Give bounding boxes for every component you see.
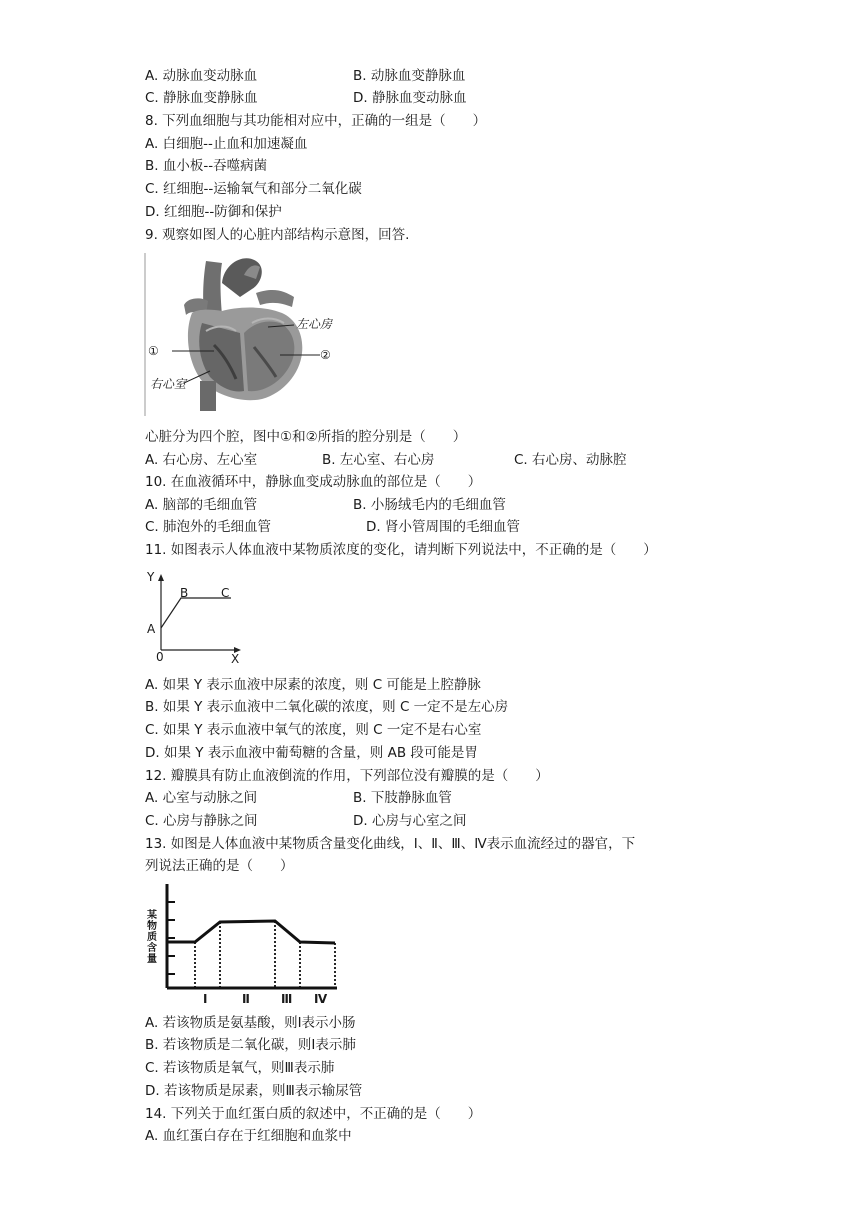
- q13-option-a: A. 若该物质是氨基酸，则Ⅰ表示小肠: [145, 1015, 356, 1031]
- q7-option-c: C. 静脉血变静脉血: [145, 90, 258, 106]
- organ-label-4: Ⅳ: [314, 992, 328, 1006]
- q14-option-a: A. 血红蛋白存在于红细胞和血浆中: [145, 1128, 352, 1144]
- q12-option-c: C. 心房与静脉之间: [145, 813, 258, 829]
- q9-option-c: C. 右心房、动脉腔: [514, 452, 627, 468]
- organ-label-3: Ⅲ: [281, 992, 293, 1006]
- graph-ylabel-5: 量: [147, 954, 157, 965]
- graph-point-b: B: [180, 586, 189, 600]
- graph-ylabel-4: 含: [147, 943, 157, 954]
- heart-diagram: [144, 253, 344, 416]
- q8-option-a: A. 白细胞--止血和加速凝血: [145, 136, 308, 152]
- q10-option-d: D. 肾小管周围的毛细血管: [366, 519, 520, 535]
- substance-graph: [145, 880, 345, 1005]
- q9-option-a: A. 右心房、左心室: [145, 452, 258, 468]
- graph-point-a: A: [147, 622, 156, 636]
- q12-option-a: A. 心室与动脉之间: [145, 790, 258, 806]
- organ-label-1: Ⅰ: [203, 992, 208, 1006]
- q11-option-b: B. 如果 Y 表示血液中二氧化碳的浓度，则 C 一定不是左心房: [145, 699, 509, 715]
- organ-label-2: Ⅱ: [242, 992, 250, 1006]
- graph-point-c: C: [221, 586, 230, 600]
- graph-ylabel-2: 物: [147, 921, 157, 932]
- graph-ylabel-3: 质: [147, 932, 157, 943]
- q14-stem: 14. 下列关于血红蛋白质的叙述中，不正确的是（ ）: [145, 1106, 482, 1122]
- q8-option-b: B. 血小板--吞噬病菌: [145, 158, 268, 174]
- marker-1: ①: [148, 344, 159, 358]
- graph-origin: 0: [156, 650, 164, 664]
- q10-option-b: B. 小肠绒毛内的毛细血管: [353, 497, 506, 513]
- q12-option-b: B. 下肢静脉血管: [353, 790, 452, 806]
- q13-option-b: B. 若该物质是二氧化碳，则Ⅰ表示肺: [145, 1037, 356, 1053]
- concentration-graph: [145, 566, 245, 666]
- q9-stem: 9. 观察如图人的心脏内部结构示意图，回答.: [145, 227, 410, 243]
- graph-ylabel-1: 某: [147, 910, 157, 921]
- q10-stem: 10. 在血液循环中，静脉血变成动脉血的部位是（ ）: [145, 474, 482, 490]
- q7-option-b: B. 动脉血变静脉血: [353, 68, 466, 84]
- q9-option-b: B. 左心室、右心房: [322, 452, 435, 468]
- q9-question: 心脏分为四个腔，图中①和②所指的腔分别是（ ）: [145, 429, 467, 445]
- graph-x-label: X: [231, 652, 240, 666]
- q8-option-c: C. 红细胞--运输氧气和部分二氧化碳: [145, 181, 362, 197]
- q13-stem-line1: 13. 如图是人体血液中某物质含量变化曲线，Ⅰ、Ⅱ、Ⅲ、Ⅳ表示血流经过的器官，下: [145, 836, 636, 852]
- q13-option-c: C. 若该物质是氧气，则Ⅲ表示肺: [145, 1060, 335, 1076]
- q7-option-d: D. 静脉血变动脉血: [353, 90, 467, 106]
- q7-option-a: A. 动脉血变动脉血: [145, 68, 258, 84]
- label-left-atrium: 左心房: [296, 317, 333, 331]
- q12-option-d: D. 心房与心室之间: [353, 813, 467, 829]
- q12-stem: 12. 瓣膜具有防止血液倒流的作用，下列部位没有瓣膜的是（ ）: [145, 768, 549, 784]
- label-right-ventricle: 右心室: [150, 377, 187, 391]
- q8-stem: 8. 下列血细胞与其功能相对应中，正确的一组是（ ）: [145, 113, 487, 129]
- q11-option-a: A. 如果 Y 表示血液中尿素的浓度，则 C 可能是上腔静脉: [145, 677, 481, 693]
- graph-y-label: Y: [147, 570, 155, 584]
- marker-2: ②: [320, 348, 331, 362]
- q10-option-a: A. 脑部的毛细血管: [145, 497, 258, 513]
- q11-stem: 11. 如图表示人体血液中某物质浓度的变化，请判断下列说法中，不正确的是（ ）: [145, 542, 657, 558]
- q13-stem-line2: 列说法正确的是（ ）: [145, 858, 294, 874]
- q11-option-c: C. 如果 Y 表示血液中氧气的浓度，则 C 一定不是右心室: [145, 722, 482, 738]
- q13-option-d: D. 若该物质是尿素，则Ⅲ表示输尿管: [145, 1083, 363, 1099]
- q10-option-c: C. 肺泡外的毛细血管: [145, 519, 272, 535]
- q11-option-d: D. 如果 Y 表示血液中葡萄糖的含量，则 AB 段可能是胃: [145, 745, 478, 761]
- q8-option-d: D. 红细胞--防御和保护: [145, 204, 282, 220]
